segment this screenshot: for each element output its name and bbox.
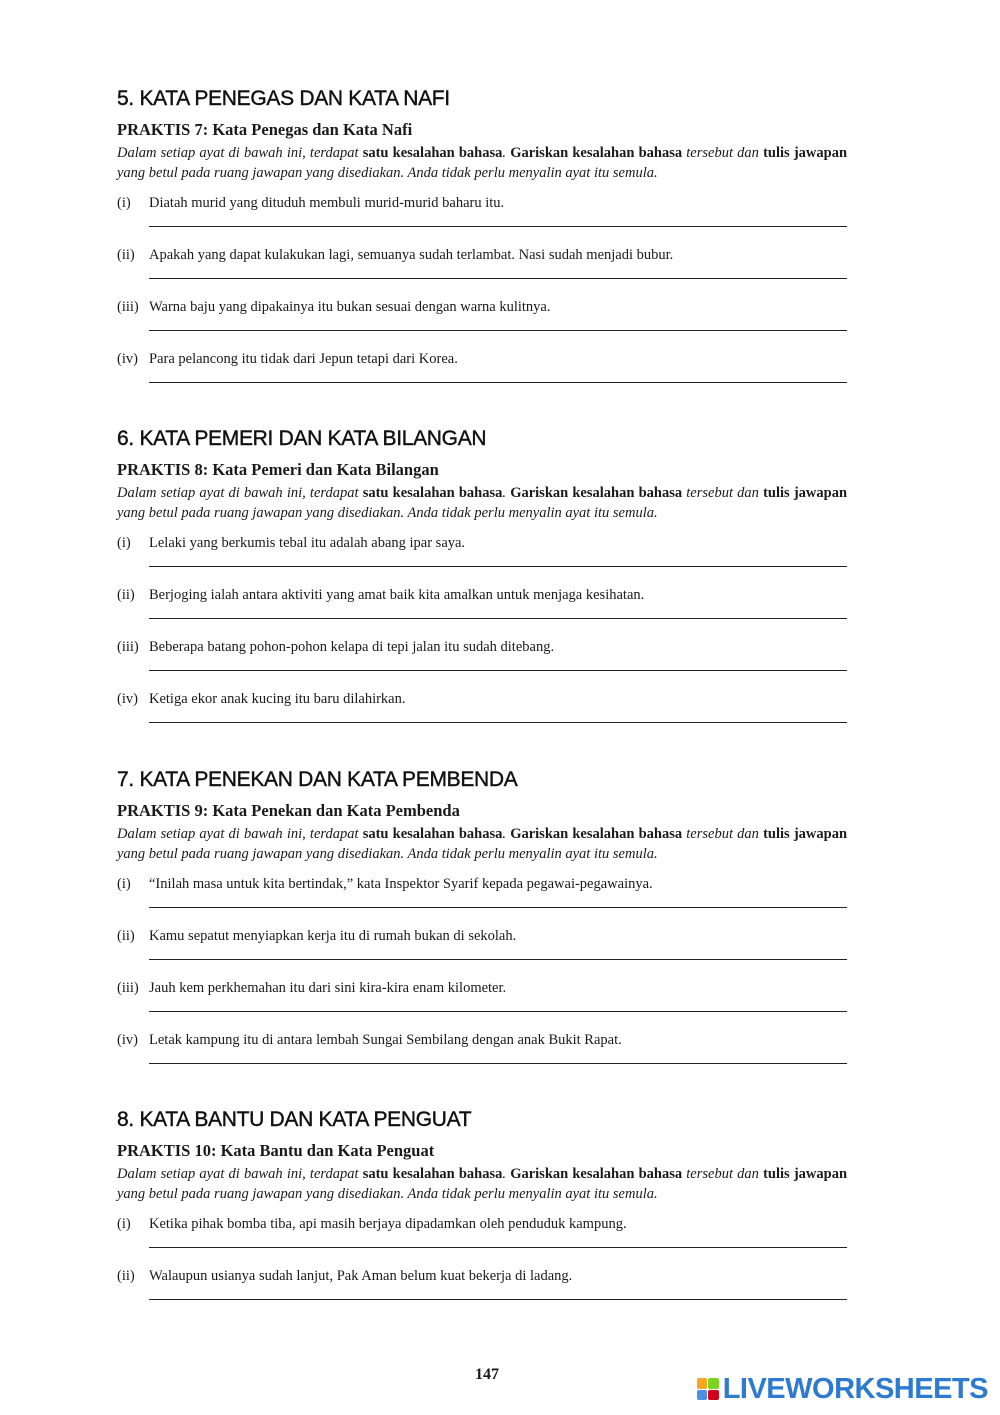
section-6 — [117, 426, 847, 731]
question-sentence[interactable]: Walaupun usianya sudah lanjut, Pak Aman belum kuat bekerja di ladang. — [149, 1268, 573, 1284]
instruction-segment: . — [502, 485, 511, 501]
question-item — [117, 689, 847, 731]
instruction-text — [117, 483, 847, 523]
question-sentence[interactable]: Warna baju yang dipakainya itu bukan sesuai dengan warna kulitnya. — [149, 299, 551, 315]
question-number: (iv) — [117, 691, 138, 707]
question-sentence[interactable]: Ketika pihak bomba tiba, api masih berjaya dipadamkan oleh penduduk kampung. — [149, 1216, 627, 1232]
question-number: (i) — [117, 1216, 131, 1232]
question-number: (ii) — [117, 587, 135, 603]
section-title: 5. KATA PENEGAS DAN KATA NAFI — [117, 87, 450, 110]
instruction-segment: tulis jawapan — [763, 1166, 848, 1182]
answer-input[interactable] — [151, 599, 845, 619]
question-number: (i) — [117, 535, 131, 551]
answer-input[interactable] — [151, 311, 845, 331]
answer-input[interactable] — [151, 888, 845, 908]
answer-input[interactable] — [151, 703, 845, 723]
question-item — [117, 978, 847, 1020]
instruction-text — [117, 1164, 847, 1204]
answer-line — [149, 566, 847, 567]
question-item — [117, 533, 847, 575]
instruction-segment: Gariskan kesalahan bahasa — [510, 1166, 683, 1182]
instruction-segment: Dalam setiap ayat di bawah ini, terdapat — [117, 145, 363, 161]
question-sentence[interactable]: Beberapa batang pohon-pohon kelapa di tepi jalan itu sudah ditebang. — [149, 639, 555, 655]
praktis-heading: PRAKTIS 8: Kata Pemeri dan Kata Bilangan — [117, 460, 439, 479]
answer-line — [149, 959, 847, 960]
answer-input[interactable] — [151, 1044, 845, 1064]
question-sentence[interactable]: Diatah murid yang dituduh membuli murid-murid baharu itu. — [149, 195, 505, 211]
question-number: (ii) — [117, 928, 135, 944]
answer-input[interactable] — [151, 940, 845, 960]
answer-input[interactable] — [151, 259, 845, 279]
answer-line — [149, 226, 847, 227]
instruction-segment: satu kesalahan bahasa — [362, 145, 503, 161]
question-sentence[interactable]: Lelaki yang berkumis tebal itu adalah abang ipar saya. — [149, 535, 466, 551]
answer-line — [149, 1011, 847, 1012]
brand-name: LIVEWORKSHEETS — [722, 1373, 988, 1405]
answer-line — [149, 1247, 847, 1248]
question-sentence[interactable]: Apakah yang dapat kulakukan lagi, semuanya sudah terlambat. Nasi sudah menjadi bubur. — [149, 247, 674, 263]
question-item — [117, 926, 847, 968]
instruction-segment: yang betul pada ruang jawapan yang disediakan. Anda tidak perlu menyalin ayat itu semula. — [117, 165, 658, 181]
instruction-text — [117, 824, 847, 864]
answer-line — [149, 278, 847, 279]
answer-line — [149, 722, 847, 723]
instruction-segment: Dalam setiap ayat di bawah ini, terdapat — [117, 1166, 363, 1182]
question-sentence[interactable]: Kamu sepatut menyiapkan kerja itu di rumah bukan di sekolah. — [149, 928, 517, 944]
section-5 — [117, 86, 847, 391]
section-7 — [117, 767, 847, 1072]
question-number: (iv) — [117, 1032, 138, 1048]
question-item — [117, 349, 847, 391]
question-sentence[interactable]: “Inilah masa untuk kita bertindak,” kata Inspektor Syarif kepada pegawai-pegawainya. — [149, 876, 653, 892]
instruction-segment: Gariskan kesalahan bahasa — [510, 826, 683, 842]
question-number: (iii) — [117, 980, 139, 996]
question-item — [117, 1030, 847, 1072]
answer-line — [149, 670, 847, 671]
praktis-heading: PRAKTIS 9: Kata Penekan dan Kata Pembenda — [117, 801, 460, 820]
section-title: 6. KATA PEMERI DAN KATA BILANGAN — [117, 427, 487, 450]
answer-line — [149, 907, 847, 908]
instruction-segment: tersebut dan — [682, 485, 764, 501]
question-item — [117, 874, 847, 916]
section-title: 8. KATA BANTU DAN KATA PENGUAT — [117, 1108, 472, 1131]
instruction-segment: Gariskan kesalahan bahasa — [510, 485, 683, 501]
answer-input[interactable] — [151, 992, 845, 1012]
liveworksheets-logo-icon — [697, 1378, 719, 1400]
instruction-segment: Dalam setiap ayat di bawah ini, terdapat — [117, 485, 363, 501]
instruction-segment: tersebut dan — [682, 1166, 764, 1182]
praktis-heading: PRAKTIS 7: Kata Penegas dan Kata Nafi — [117, 120, 413, 139]
instruction-segment: tersebut dan — [682, 145, 764, 161]
instruction-segment: . — [502, 145, 511, 161]
instruction-segment: satu kesalahan bahasa — [362, 1166, 503, 1182]
question-number: (i) — [117, 876, 131, 892]
instruction-segment: tersebut dan — [682, 826, 764, 842]
question-number: (i) — [117, 195, 131, 211]
instruction-segment: tulis jawapan — [763, 485, 848, 501]
answer-input[interactable] — [151, 207, 845, 227]
answer-input[interactable] — [151, 1280, 845, 1300]
answer-input[interactable] — [151, 547, 845, 567]
answer-input[interactable] — [151, 1228, 845, 1248]
page-number: 147 — [475, 1366, 499, 1383]
instruction-segment: satu kesalahan bahasa — [362, 485, 503, 501]
section-8 — [117, 1107, 847, 1308]
question-sentence[interactable]: Ketiga ekor anak kucing itu baru dilahirkan. — [149, 691, 406, 707]
instruction-segment: Gariskan kesalahan bahasa — [510, 145, 683, 161]
answer-input[interactable] — [151, 363, 845, 383]
answer-line — [149, 1299, 847, 1300]
instruction-text — [117, 143, 847, 183]
question-sentence[interactable]: Letak kampung itu di antara lembah Sungai Sembilang dengan anak Bukit Rapat. — [149, 1032, 622, 1048]
question-number: (iii) — [117, 299, 139, 315]
liveworksheets-brand[interactable] — [697, 1374, 988, 1404]
question-number: (ii) — [117, 247, 135, 263]
instruction-segment: yang betul pada ruang jawapan yang disediakan. Anda tidak perlu menyalin ayat itu semula. — [117, 1186, 658, 1202]
question-item — [117, 1266, 847, 1308]
instruction-segment: tulis jawapan — [763, 145, 848, 161]
instruction-segment: yang betul pada ruang jawapan yang disediakan. Anda tidak perlu menyalin ayat itu semula. — [117, 505, 658, 521]
question-item — [117, 637, 847, 679]
praktis-heading: PRAKTIS 10: Kata Bantu dan Kata Penguat — [117, 1141, 435, 1160]
answer-input[interactable] — [151, 651, 845, 671]
instruction-segment: . — [502, 1166, 511, 1182]
question-item — [117, 585, 847, 627]
question-sentence[interactable]: Para pelancong itu tidak dari Jepun tetapi dari Korea. — [149, 351, 458, 367]
question-sentence[interactable]: Berjoging ialah antara aktiviti yang amat baik kita amalkan untuk menjaga kesihatan. — [149, 587, 645, 603]
question-item — [117, 193, 847, 235]
answer-line — [149, 330, 847, 331]
instruction-segment: . — [502, 826, 511, 842]
question-item — [117, 245, 847, 287]
question-item — [117, 297, 847, 339]
question-item — [117, 1214, 847, 1256]
instruction-segment: tulis jawapan — [763, 826, 848, 842]
answer-line — [149, 1063, 847, 1064]
instruction-segment: satu kesalahan bahasa — [362, 826, 503, 842]
answer-line — [149, 618, 847, 619]
answer-line — [149, 382, 847, 383]
instruction-segment: Dalam setiap ayat di bawah ini, terdapat — [117, 826, 363, 842]
question-sentence[interactable]: Jauh kem perkhemahan itu dari sini kira-kira enam kilometer. — [149, 980, 507, 996]
question-number: (iii) — [117, 639, 139, 655]
instruction-segment: yang betul pada ruang jawapan yang disediakan. Anda tidak perlu menyalin ayat itu semula. — [117, 846, 658, 862]
question-number: (iv) — [117, 351, 138, 367]
question-number: (ii) — [117, 1268, 135, 1284]
section-title: 7. KATA PENEKAN DAN KATA PEMBENDA — [117, 768, 518, 791]
